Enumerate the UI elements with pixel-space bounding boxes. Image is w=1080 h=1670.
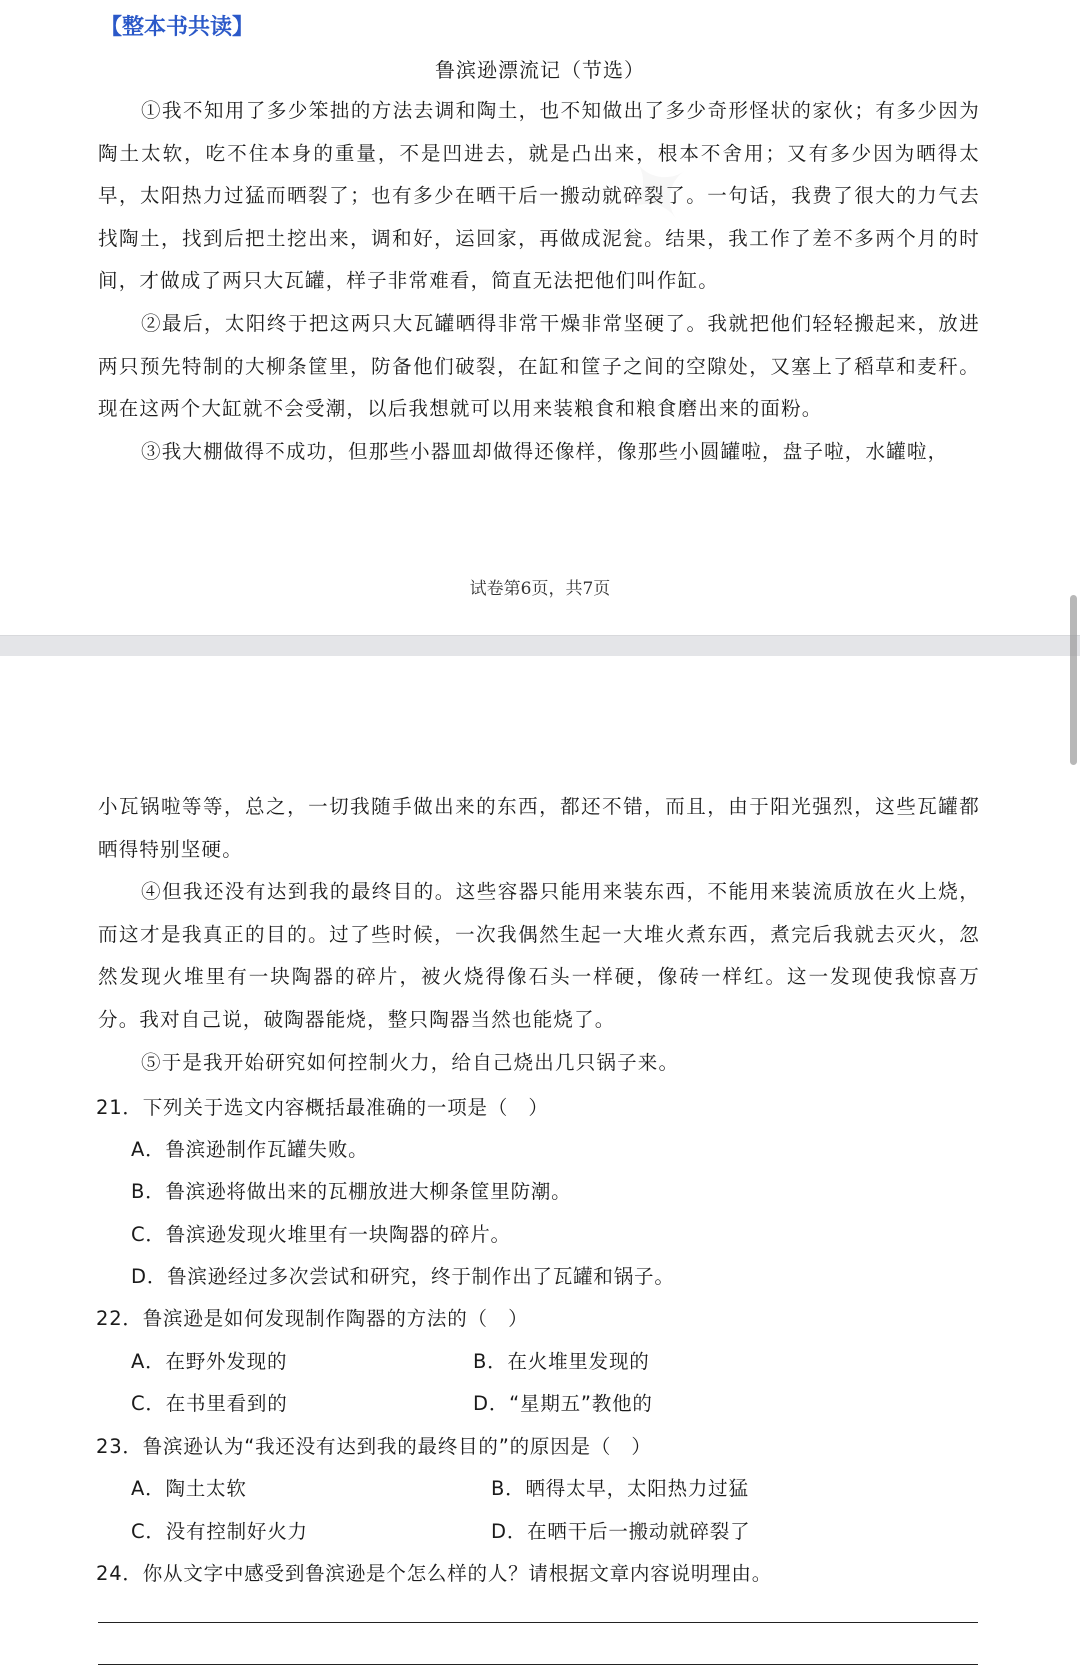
q22-option-b[interactable]: B．在火堆里发现的 (473, 1350, 650, 1373)
q21-option-b[interactable]: B．鲁滨逊将做出来的瓦棚放进大柳条筐里防潮。 (131, 1180, 572, 1203)
exam-page-7 (0, 656, 1080, 1670)
q22-option-d[interactable]: D．“星期五”教他的 (473, 1392, 653, 1415)
section-tag: 【整本书共读】 (100, 15, 255, 40)
question-23: 23．鲁滨逊认为“我还没有达到我的最终目的”的原因是（ ） (96, 1435, 652, 1458)
passage-title: 鲁滨逊漂流记（节选） (435, 58, 645, 82)
paragraph-4: ④但我还没有达到我的最终目的。这些容器只能用来装东西，不能用来装流质放在火上烧，而这才是我真正的目的。过了些时候，一次我偶然生起一大堆火煮东西，煮完后我就去灭火，忽然发现火堆里有一块陶器的碎片，被火烧得像石头一样硬，像砖一样红。这一发现使我惊喜万分。我对自己说，破陶器能烧，整只陶器当然也能烧了。 (98, 880, 980, 1031)
q23-option-a[interactable]: A．陶土太软 (131, 1477, 247, 1500)
answer-line[interactable] (98, 1664, 978, 1665)
question-21: 21．下列关于选文内容概括最准确的一项是（ ） (96, 1096, 549, 1119)
q22-option-c[interactable]: C．在书里看到的 (131, 1392, 288, 1415)
q21-option-c[interactable]: C．鲁滨逊发现火堆里有一块陶器的碎片。 (131, 1223, 511, 1246)
q21-option-a[interactable]: A．鲁滨逊制作瓦罐失败。 (131, 1138, 369, 1161)
page-separator (0, 635, 1080, 657)
exam-page-6 (0, 0, 1080, 635)
paragraph-1: ①我不知用了多少笨拙的方法去调和陶土，也不知做出了多少奇形怪状的家伙；有多少因为陶土太软，吃不住本身的重量，不是凹进去，就是凸出来，根本不舍用；又有多少因为晒得太早，太阳热力过猛而晒裂了；也有多少在晒干后一搬动就碎裂了。一句话，我费了很大的力气去找陶土，找到后把土挖出来，调和好，运回家，再做成泥瓮。结果，我工作了差不多两个月的时间，才做成了两只大瓦罐，样子非常难看，简直无法把他们叫作缸。 (98, 99, 980, 293)
paragraph-2: ②最后，太阳终于把这两只大瓦罐晒得非常干燥非常坚硬了。我就把他们轻轻搬起来，放进两只预先特制的大柳条筐里，防备他们破裂，在缸和筐子之间的空隙处，又塞上了稻草和麦秆。现在这两个大缸就不会受潮，以后我想就可以用来装粮食和粮食磨出来的面粉。 (98, 312, 980, 421)
paragraph-3-continued: 小瓦锅啦等等，总之，一切我随手做出来的东西，都还不错，而且，由于阳光强烈，这些瓦罐都晒得特别坚硬。 (98, 795, 980, 861)
vertical-scrollbar[interactable] (1070, 595, 1077, 765)
paragraph-3: ③我大棚做得不成功，但那些小器皿却做得还像样，像那些小圆罐啦，盘子啦，水罐啦， (141, 440, 949, 463)
q23-option-b[interactable]: B．晒得太早，太阳热力过猛 (491, 1477, 749, 1500)
q22-option-a[interactable]: A．在野外发现的 (131, 1350, 288, 1373)
q23-option-d[interactable]: D．在晒干后一搬动就碎裂了 (491, 1520, 751, 1543)
q23-option-c[interactable]: C．没有控制好火力 (131, 1520, 308, 1543)
question-22: 22．鲁滨逊是如何发现制作陶器的方法的（ ） (96, 1307, 529, 1330)
question-24: 24．你从文字中感受到鲁滨逊是个怎么样的人？请根据文章内容说明理由。 (96, 1562, 773, 1585)
q21-option-d[interactable]: D．鲁滨逊经过多次尝试和研究，终于制作出了瓦罐和锅子。 (131, 1265, 675, 1288)
paragraph-5: ⑤于是我开始研究如何控制火力，给自己烧出几只锅子来。 (141, 1051, 680, 1074)
page-footer: 试卷第6页，共7页 (469, 579, 611, 599)
answer-line[interactable] (98, 1622, 978, 1623)
